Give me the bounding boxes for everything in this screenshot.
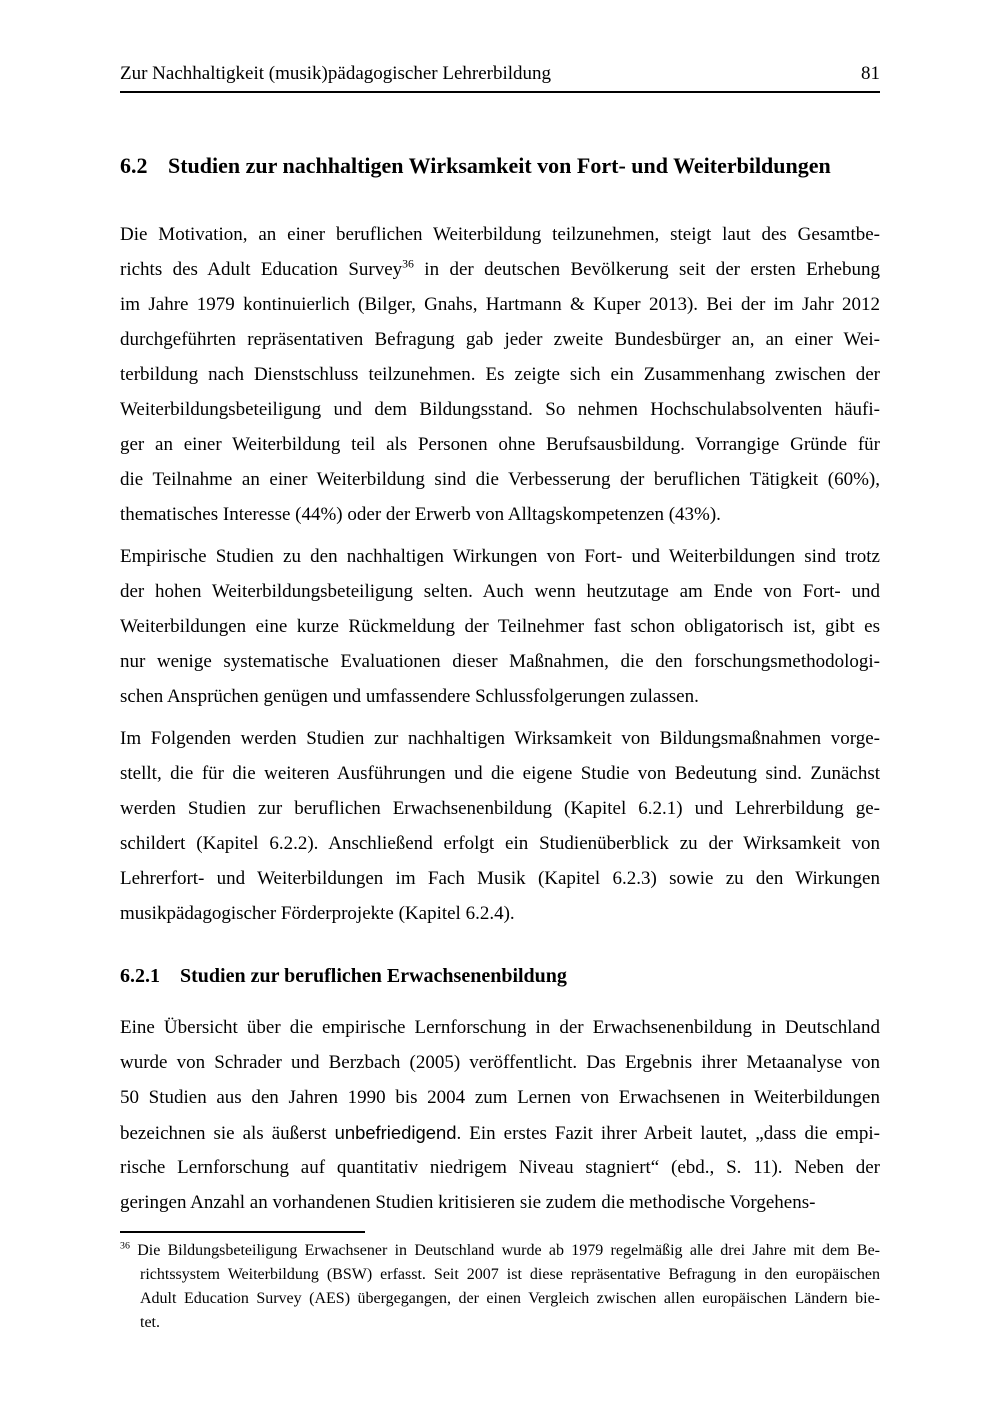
text-line <box>120 1239 880 1263</box>
body-text-run: Weiterbildungsbeteiligung und dem Bildungsstand. So nehmen Hochschulabsolventen häufi- <box>120 399 880 420</box>
body-text-run: geringen Anzahl an vorhandenen Studien kritisieren sie zudem die methodische Vorgehens- <box>120 1192 816 1213</box>
text-line <box>120 427 880 462</box>
running-header-title: Zur Nachhaltigkeit (musik)pädagogischer Lehrerbildung <box>120 63 552 84</box>
text-line <box>120 721 880 756</box>
text-line <box>120 1185 880 1220</box>
body-text-run: in der deutschen Bevölkerung seit der ersten Erhebung <box>413 259 880 280</box>
text-line <box>120 756 880 791</box>
body-text-run: schen Ansprüchen genügen und umfassendere Schlussfolgerungen zulassen. <box>120 686 699 707</box>
section-number: 6.2 <box>120 153 148 178</box>
paragraph-motivation <box>120 217 880 532</box>
body-text-run: ger an einer Weiterbildung teil als Personen ohne Berufsausbildung. Vorrangige Gründe für <box>120 434 880 455</box>
footnote-reference-marker: 36 <box>120 1240 130 1252</box>
footnote-reference-marker: 36 <box>402 257 414 271</box>
text-line <box>120 1150 880 1185</box>
text-line <box>120 462 880 497</box>
body-text-run: Lehrerfort- und Weiterbildungen im Fach Musik (Kapitel 6.2.3) sowie zu den Wirkungen <box>120 868 880 889</box>
body-text-run: richts des Adult Education Survey <box>120 259 403 280</box>
body-text-run: Eine Übersicht über die empirische Lernforschung in der Erwachsenenbildung in Deutschland <box>120 1017 880 1038</box>
emphasis-sans-text: unbefriedigend <box>334 1122 457 1143</box>
body-text-run: thematisches Interesse (44%) oder der Erwerb von Alltagskompetenzen (43%). <box>120 504 721 525</box>
text-line <box>120 539 880 574</box>
text-line <box>120 574 880 609</box>
text-line <box>120 679 880 714</box>
text-line <box>140 1287 880 1311</box>
body-text-run: rische Lernforschung auf quantitativ niedrigem Niveau stagniert“ (ebd., S. 11). Neben der <box>120 1157 880 1178</box>
body-text-run: Die Motivation, an einer beruflichen Weiterbildung teilzunehmen, steigt laut des Gesamtbe- <box>120 224 880 245</box>
paragraph-empirische-studien <box>120 539 880 714</box>
paragraph-uebersicht <box>120 1010 880 1220</box>
body-text-run: Die Bildungsbeteiligung Erwachsener in Deutschland wurde ab 1979 regelmäßig alle drei Jahre mit dem Be- <box>129 1242 880 1259</box>
running-header <box>120 62 880 93</box>
footnote <box>120 1239 880 1335</box>
body-text-run: der hohen Weiterbildungsbeteiligung selten. Auch wenn heutzutage am Ende von Fort- und <box>120 581 880 602</box>
text-line <box>120 791 880 826</box>
text-line <box>120 497 880 532</box>
body-text-run: Weiterbildungen eine kurze Rückmeldung der Teilnehmer fast schon obligatorisch ist, gibt es <box>120 616 880 637</box>
text-line <box>120 896 880 931</box>
body-text-run: terbildung nach Dienstschluss teilzunehmen. Es zeigte sich ein Zusammenhang zwischen der <box>120 364 880 385</box>
body-text-run: werden Studien zur beruflichen Erwachsenenbildung (Kapitel 6.2.1) und Lehrerbildung ge- <box>120 798 880 819</box>
text-line <box>120 644 880 679</box>
text-line <box>120 1010 880 1045</box>
text-line <box>140 1311 880 1335</box>
subsection-heading <box>120 962 880 990</box>
subsection-title: Studien zur beruflichen Erwachsenenbildung <box>180 965 567 987</box>
section-heading <box>120 151 880 181</box>
body-text-run: musikpädagogischer Förderprojekte (Kapitel 6.2.4). <box>120 903 515 924</box>
text-line <box>120 826 880 861</box>
text-line <box>120 392 880 427</box>
text-line <box>140 1263 880 1287</box>
body-text-run: bezeichnen sie als äußerst <box>120 1123 335 1144</box>
body-text-run: im Jahre 1979 kontinuierlich (Bilger, Gnahs, Hartmann & Kuper 2013). Bei der im Jahr 2012 <box>120 294 880 315</box>
body-text-run: wurde von Schrader und Berzbach (2005) veröffentlicht. Das Ergebnis ihrer Metaanalyse von <box>120 1052 880 1073</box>
text-line <box>120 357 880 392</box>
body-text-run: die Teilnahme an einer Weiterbildung sind die Verbesserung der beruflichen Tätigkeit (60%), <box>120 469 880 490</box>
body-text-run: stellt, die für die weiteren Ausführungen und die eigene Studie von Bedeutung sind. Zunächst <box>120 763 880 784</box>
paragraph-im-folgenden <box>120 721 880 931</box>
body-text-run: Empirische Studien zu den nachhaltigen Wirkungen von Fort- und Weiterbildungen sind trotz <box>120 546 880 567</box>
text-line <box>120 287 880 322</box>
body-text-run: . Ein erstes Fazit ihrer Arbeit lautet, „dass die empi- <box>456 1123 880 1144</box>
body-text-run: schildert (Kapitel 6.2.2). Anschließend erfolgt ein Studienüberblick zu der Wirksamkeit von <box>120 833 880 854</box>
footnote-separator-rule <box>120 1231 365 1233</box>
section-title: Studien zur nachhaltigen Wirksamkeit von Fort- und Weiterbildungen <box>168 153 831 178</box>
body-text-run: durchgeführten repräsentativen Befragung gab jeder zweite Bundesbürger an, an einer Wei- <box>120 329 880 350</box>
text-line <box>120 1115 880 1150</box>
body-text-run: Adult Education Survey (AES) übergegangen, der einen Vergleich zwischen allen europäischen Ländern bie- <box>140 1290 880 1307</box>
text-line <box>120 1080 880 1115</box>
subsection-number: 6.2.1 <box>120 965 160 987</box>
page-number: 81 <box>861 63 880 84</box>
text-line <box>120 322 880 357</box>
body-text-run: Im Folgenden werden Studien zur nachhaltigen Wirksamkeit von Bildungsmaßnahmen vorge- <box>120 728 880 749</box>
body-text-run: tet. <box>140 1314 160 1331</box>
body-text-run: richtssystem Weiterbildung (BSW) erfasst. Seit 2007 ist diese repräsentative Befragung in den europäischen <box>140 1266 880 1283</box>
text-line <box>120 1045 880 1080</box>
text-line <box>120 861 880 896</box>
body-text-run: nur wenige systematische Evaluationen dieser Maßnahmen, die den forschungsmethodologi- <box>120 651 880 672</box>
body-text-run: 50 Studien aus den Jahren 1990 bis 2004 zum Lernen von Erwachsenen in Weiterbildungen <box>120 1087 880 1108</box>
text-line <box>120 609 880 644</box>
text-line <box>120 252 880 287</box>
text-line <box>120 217 880 252</box>
